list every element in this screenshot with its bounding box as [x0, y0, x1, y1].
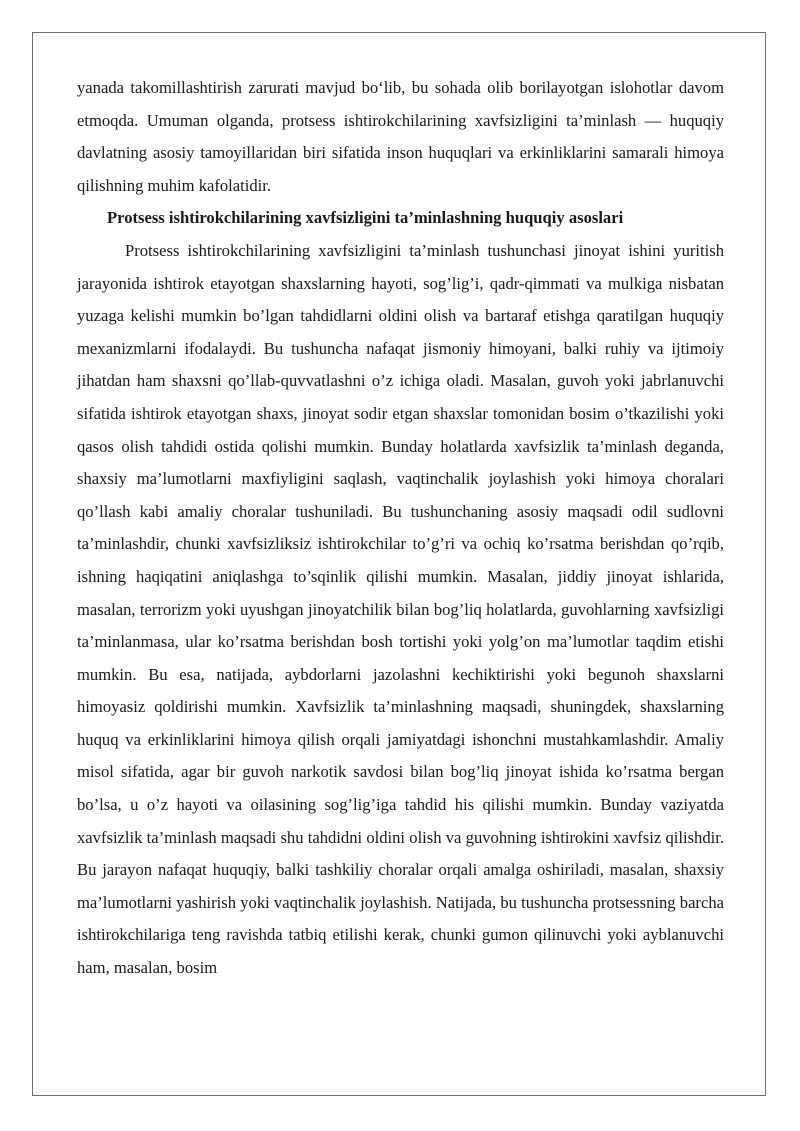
intro-paragraph: yanada takomillashtirish zarurati mavjud bo‘lib, bu sohada olib borilayotgan islohotlar davom etmoqda. Umuman olganda, protsess ishtirokchilarining xavfsizligini ta’minlash — huquqiy davlatning asosiy tamoyillaridan biri sifatida inson huquqlari va erkinliklarini samarali himoya qilishning muhim kafolatidir.: [77, 78, 724, 195]
section-heading: Protsess ishtirokchilarining xavfsizligini ta’minlashning huquqiy asoslari: [107, 208, 624, 228]
body-paragraph: Protsess ishtirokchilarining xavfsizligini ta’minlash tushunchasi jinoyat ishini yuritish jarayonida ishtirok etayotgan shaxslarning hayoti, sog’lig’i, qadr-qimmati va mulkiga nisbatan yuzaga kelishi mumkin bo’lgan tahdidlarni oldini olish va bartaraf etishga qaratilgan huquqiy mexanizmlarni ifodalaydi. Bu tushuncha nafaqat jismoniy himoyani, balki ruhiy va ijtimoiy jihatdan ham shaxsni qo’llab-quvvatlashni o’z ichiga oladi. Masalan, guvoh yoki jabrlanuvchi sifatida ishtirok etayotgan shaxs, jinoyat sodir etgan shaxslar tomonidan bosim o’tkazilishi yoki qasos olish tahdidi ostida qolishi mumkin. Bunday holatlarda xavfsizlik ta’minlash deganda, shaxsiy ma’lumotlarni maxfiyligini saqlash, vaqtinchalik joylashish yoki himoya choralari qo’llash kabi amaliy choralar tushuniladi. Bu tushunchaning asosiy maqsadi odil sudlovni ta’minlashdir, chunki xavfsizliksiz ishtirokchilar to’g’ri va ochiq ko’rsatma berishdan qo’rqib, ishning haqiqatini aniqlashga to’sqinlik qilishi mumkin. Masalan, jiddiy jinoyat ishlarida, masalan, terrorizm yoki uyushgan jinoyatchilik bilan bog’liq holatlarda, guvohlarning xavfsizligi ta’minlanmasa, ular ko’rsatma berishdan bosh tortishi yoki yolg’on ma’lumotlar taqdim etishi mumkin. Bu esa, natijada, aybdorlarni jazolashni kechiktirishi yoki begunoh shaxslarni himoyasiz qoldirishi mumkin. Xavfsizlik ta’minlashning maqsadi, shuningdek, shaxslarning huquq va erkinliklarini himoya qilish orqali jamiyatdagi ishonchni mustahkamlashdir. Amaliy misol sifatida, agar bir guvoh narkotik savdosi bilan bog’liq jinoyat ishida ko’rsatma bergan bo’lsa, u o’z hayoti va oilasining sog’lig’iga tahdid his qilishi mumkin. Bunday vaziyatda xavfsizlik ta’minlash maqsadi shu tahdidni oldini olish va guvohning ishtirokini xavfsiz qilishdir. Bu jarayon nafaqat huquqiy, balki tashkiliy choralar orqali amalga oshiriladi, masalan, shaxsiy ma’lumotlarni yashirish yoki vaqtinchalik joylashish. Natijada, bu tushuncha protsessning barcha ishtirokchilariga teng ravishda tatbiq etilishi kerak, chunki gumon qilinuvchi yoki ayblanuvchi ham, masalan, bosim: [77, 240, 724, 978]
document-body: [77, 72, 724, 985]
